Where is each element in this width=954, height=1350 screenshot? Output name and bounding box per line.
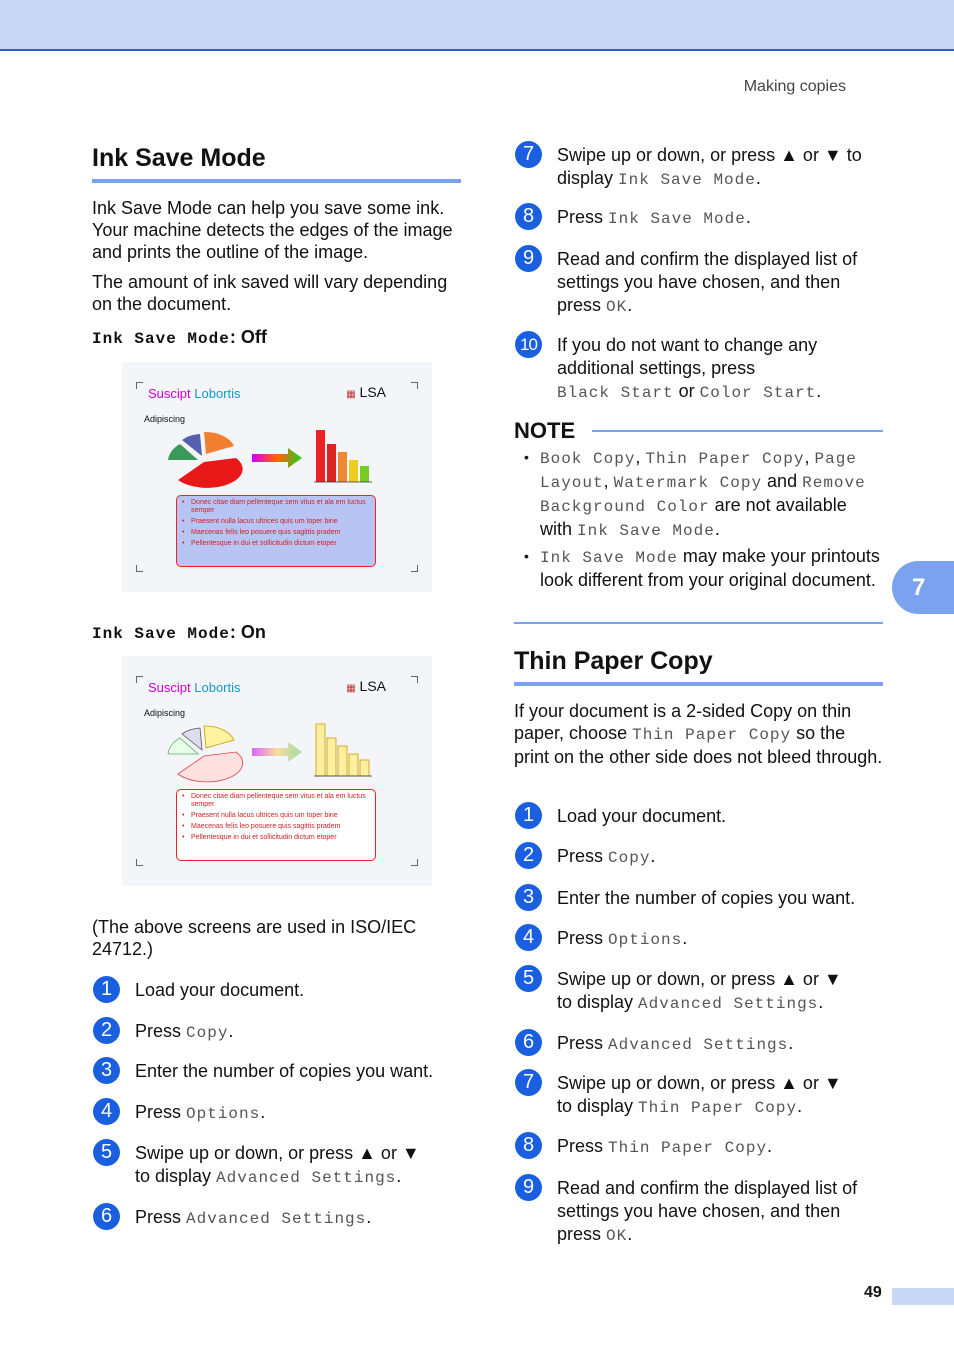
screen-heading: Adipiscing: [144, 414, 186, 424]
right-step-5: 5 Swipe up or down, or press ▲ or ▼ to display Advanced Settings.: [515, 968, 845, 1016]
note-heading: NOTE: [514, 418, 576, 443]
logo: ▦ LSA: [346, 384, 386, 400]
chapter-tab: 7: [892, 561, 954, 614]
left-step-6: 6 Press Advanced Settings.: [93, 1206, 453, 1231]
left-step-2: 2 Press Copy.: [93, 1020, 453, 1045]
note-rule: [592, 430, 883, 432]
ink-save-section: [92, 144, 461, 315]
page-number-bar: [892, 1288, 954, 1305]
right-step-6: 6 Press Advanced Settings.: [515, 1032, 875, 1057]
left-step-5: 5 Swipe up or down, or press ▲ or ▼ to display Advanced Settings.: [93, 1142, 423, 1190]
title-rule: [92, 179, 461, 183]
right-step-8b: 8 Press Thin Paper Copy.: [515, 1135, 875, 1160]
intro-paragraph-2: The amount of ink saved will vary depending on the document.: [92, 272, 448, 314]
top-banner: [0, 0, 954, 51]
screen-ink-save-on: [122, 656, 432, 886]
right-step-8: 8 Press Ink Save Mode.: [515, 206, 875, 231]
label-on: Ink Save Mode: On: [92, 622, 266, 643]
bullet-box: • Donec citae diam pellenteque sem vitus et ala em luctus semper • Praesent nulla lacus ultrices quis um toper bine • Maecenas felis leo posuere quis sagittis pradem • Pellentesque in dui et sollicitudin dictum etoper: [176, 789, 376, 861]
pie-and-bars-off: [138, 422, 428, 497]
note-bullet-1: • Book Copy, Thin Paper Copy, Page Layout, Watermark Copy and Remove Background Color are not available with Ink Save Mode.: [540, 446, 880, 542]
right-step-9: 9 Read and confirm the displayed list of settings you have chosen, and then press OK.: [515, 248, 875, 319]
left-step-4: 4 Press Options.: [93, 1101, 453, 1126]
right-step-7b: 7 Swipe up or down, or press ▲ or ▼ to display Thin Paper Copy.: [515, 1072, 845, 1120]
screen-ink-save-off: [122, 362, 432, 592]
right-step-4: 4 Press Options.: [515, 927, 875, 952]
right-step-10: 10 If you do not want to change any additional settings, press Black Start or Color Start.: [515, 334, 845, 405]
thin-paper-intro: If your document is a 2-sided Copy on thin paper, choose Thin Paper Copy so the print on the other side does not bleed through.: [514, 701, 883, 767]
screen-title: Suscipt Lobortis: [148, 386, 241, 401]
note-bullet-2: • Ink Save Mode may make your printouts look different from your original document.: [540, 545, 880, 591]
pie-and-bars-on: [138, 716, 428, 791]
section-title: Ink Save Mode: [92, 144, 266, 172]
page-number: 49: [864, 1284, 882, 1301]
screen-title: Suscipt Lobortis: [148, 680, 241, 695]
screens-footnote: (The above screens are used in ISO/IEC 24712.): [92, 917, 417, 959]
label-off: Ink Save Mode: Off: [92, 327, 267, 348]
section-title-2: Thin Paper Copy: [514, 647, 713, 675]
bullet-box: • Donec citae diam pellenteque sem vitus et ala em luctus semper • Praesent nulla lacus ultrices quis um toper bine • Maecenas felis leo posuere quis sagittis pradem • Pellentesque in dui et sollicitudin dictum etoper: [176, 495, 376, 567]
left-step-1: 1 Load your document.: [93, 979, 453, 1003]
right-step-7: 7 Swipe up or down, or press ▲ or ▼ to display Ink Save Mode.: [515, 144, 875, 192]
right-step-9b: 9 Read and confirm the displayed list of settings you have chosen, and then press OK.: [515, 1177, 875, 1248]
right-step-2: 2 Press Copy.: [515, 845, 875, 870]
screen-heading: Adipiscing: [144, 708, 186, 718]
running-header: Making copies: [743, 78, 846, 95]
title-rule-2: [514, 682, 883, 686]
intro-paragraph: Ink Save Mode can help you save some ink. Your machine detects the edges of the image and prints the outline of the image.: [92, 198, 453, 262]
right-step-1: 1 Load your document.: [515, 805, 875, 829]
logo: ▦ LSA: [346, 678, 386, 694]
note-end-rule: [514, 622, 883, 624]
left-step-3: 3 Enter the number of copies you want.: [93, 1060, 453, 1084]
right-step-3: 3 Enter the number of copies you want.: [515, 887, 875, 911]
thin-paper-section: [514, 647, 883, 768]
